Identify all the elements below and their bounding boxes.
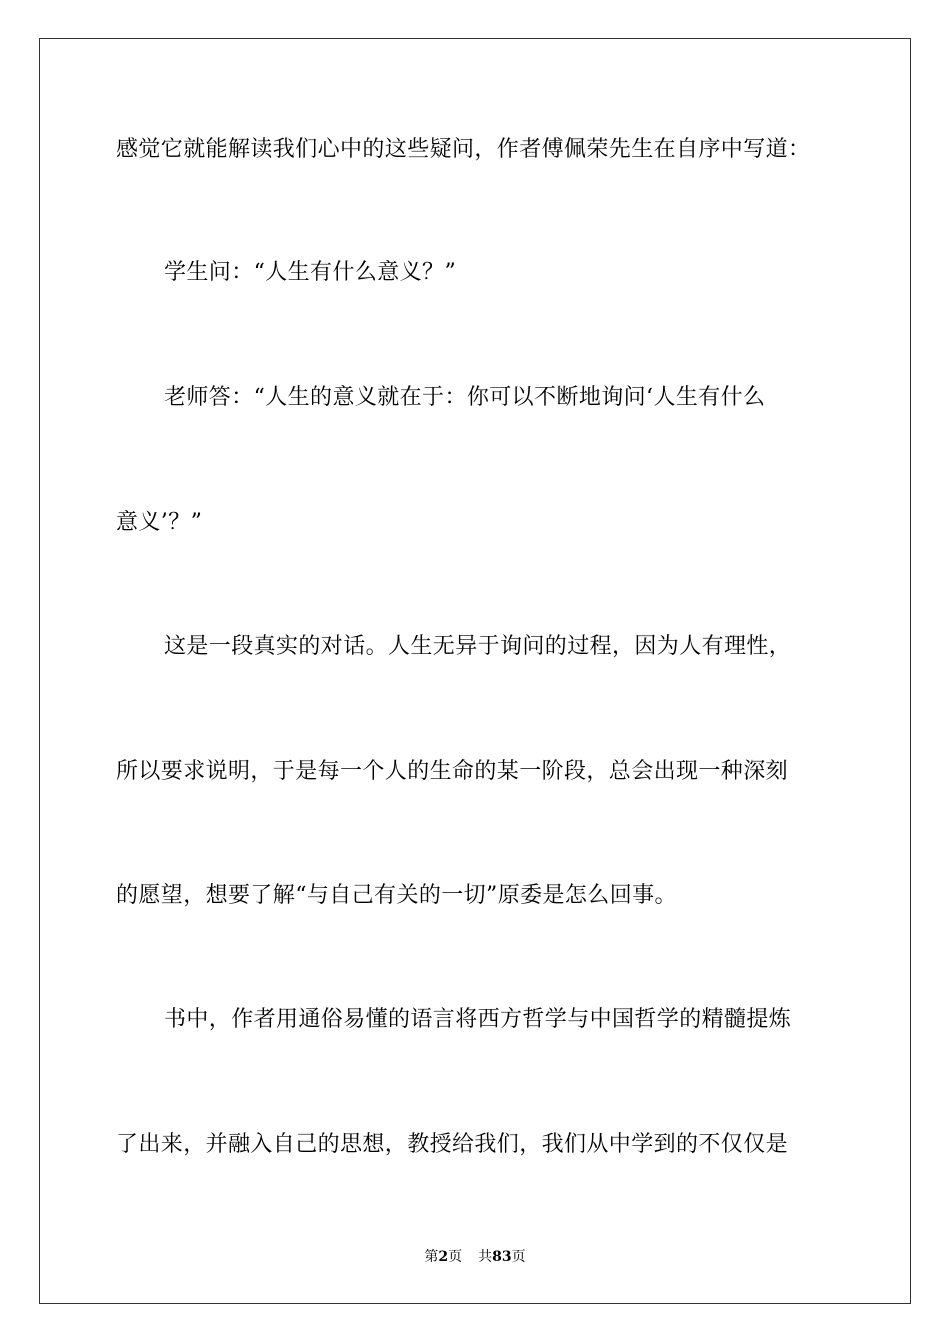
page-border [39, 38, 911, 1304]
text-line-2: 学生问：“人生有什么意义？” [164, 260, 457, 285]
text-line-3: 老师答：“人生的意义就在于：你可以不断地询问‘人生有什么 [164, 385, 766, 410]
text-line-1: 感觉它就能解读我们心中的这些疑问，作者傅佩荣先生在自序中写道： [116, 137, 811, 162]
footer-total-prefix: 共 [478, 1249, 493, 1265]
footer-page-prefix: 第 [424, 1249, 439, 1265]
text-line-6: 所以要求说明，于是每一个人的生命的某一阶段，总会出现一种深刻 [116, 759, 789, 784]
page-footer [0, 1247, 950, 1267]
footer-total-pages: 83 [492, 1249, 512, 1265]
text-line-5: 这是一段真实的对话。人生无异于询问的过程，因为人有理性， [164, 634, 792, 659]
text-line-9: 了出来，并融入自己的思想，教授给我们，我们从中学到的不仅仅是 [116, 1132, 789, 1157]
footer-page-number: 2 [438, 1249, 449, 1265]
text-line-8: 书中，作者用通俗易懂的语言将西方哲学与中国哲学的精髓提炼 [164, 1007, 792, 1032]
footer-total-suffix: 页 [511, 1249, 526, 1265]
text-line-4: 意义’？” [116, 510, 203, 535]
footer-page-suffix: 页 [448, 1249, 463, 1265]
text-line-7: 的愿望，想要了解“与自己有关的一切”原委是怎么回事。 [116, 883, 677, 908]
